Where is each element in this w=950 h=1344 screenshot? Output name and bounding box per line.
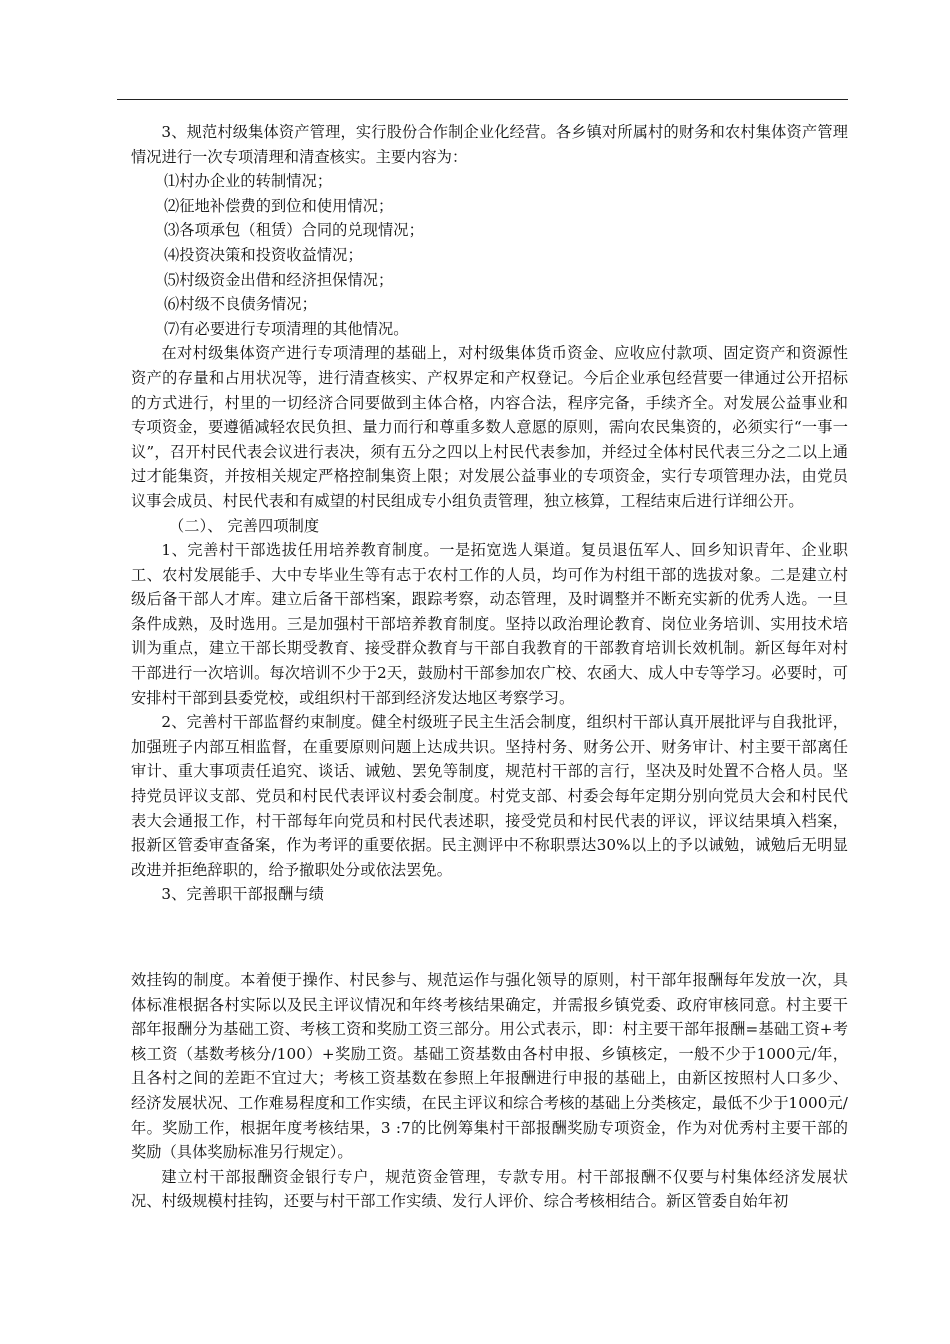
list-item: ⑷投资决策和投资收益情况； <box>164 245 363 264</box>
document-body-continued <box>131 968 848 1214</box>
section-heading: （二）、 完善四项制度 <box>169 516 320 535</box>
list-item: ⑵征地补偿费的到位和使用情况； <box>164 196 394 215</box>
cadre-pay-paragraph-continued: 效挂钩的制度。本着便于操作、村民参与、规范运作与强化领导的原则，村干部年报酬每年发放一次，具体标准根据各村实际以及民主评议情况和年终考核结果确定，并需报乡镇党委、政府审核同意。村主要干部年报酬分为基础工资、考核工资和奖励工资三部分。用公式表示，即：村主要干部年报酬=基础工资+考核工资（基数考核分/100）+奖励工资。基础工资基数由各村申报、乡镇核定，一般不少于1000元/年，且各村之间的差距不宜过大；考核工资基数在参照上年报酬进行申报的基础上，由新区按照村人口多少、经济发展状况、工作难易程度和工作实绩，在民主评议和综合考核的基础上分类核定，最低不少于1000元/年。奖励工作，根据年度考核结果，3 :7的比例筹集村干部报酬奖励专项资金，作为对优秀村主要干部的奖励（具体奖励标准另行规定）。 <box>131 971 848 1162</box>
cadre-pay-paragraph-start: 3、完善职干部报酬与绩 <box>161 885 325 904</box>
section-3-intro: 3、规范村级集体资产管理，实行股份合作制企业化经营。各乡镇对所属村的财务和农村集体资产管理情况进行一次专项清理和清查核实。主要内容为： <box>131 123 848 166</box>
cadre-selection-paragraph: 1、完善村干部选拔任用培养教育制度。一是拓宽选人渠道。复员退伍军人、回乡知识青年、企业职工、农村发展能手、大中专毕业生等有志于农村工作的人员，均可作为村组干部的选拔对象。二是建立村级后备干部人才库。建立后备干部档案，跟踪考察，动态管理，及时调整并不断充实新的优秀人选。一旦条件成熟，及时选用。三是加强村干部培养教育制度。坚持以政治理论教育、岗位业务培训、实用技术培训为重点，建立干部长期受教育、接受群众教育与干部自我教育的干部教育培训长效机制。新区每年对村干部进行一次培训。每次培训不少于2天，鼓励村干部参加农广校、农函大、成人中专等学习。必要时，可安排村干部到县委党校，或组织村干部到经济发达地区考察学习。 <box>131 541 848 707</box>
asset-cleanup-paragraph: 在对村级集体资产进行专项清理的基础上，对村级集体货币资金、应收应付款项、固定资产和资源性资产的存量和占用状况等，进行清查核实、产权界定和产权登记。今后企业承包经营要一律通过公开招标的方式进行，村里的一切经济合同要做到主体合格，内容合法，程序完备，手续齐全。对发展公益事业和专项资金，要遵循减轻农民负担、量力而行和尊重多数人意愿的原则，需向农民集资的，必须实行“一事一议”，召开村民代表会议进行表决，须有五分之四以上村民代表参加，并经过全体村民代表三分之二以上通过才能集资，并按相关规定严格控制集资上限；对发展公益事业的专项资金，实行专项管理办法，由党员议事会成员、村民代表和有威望的村民组成专小组负责管理，独立核算，工程结束后进行详细公开。 <box>131 344 848 510</box>
header-rule <box>117 99 848 100</box>
list-item: ⑺有必要进行专项清理的其他情况。 <box>164 319 409 338</box>
cadre-supervision-paragraph: 2、完善村干部监督约束制度。健全村级班子民主生活会制度，组织村干部认真开展批评与自我批评，加强班子内部互相监督，在重要原则问题上达成共识。坚持村务、财务公开、财务审计、村主要干部离任审计、重大事项责任追究、谈话、诫勉、罢免等制度，规范村干部的言行，坚决及时处置不合格人员。坚持党员评议支部、党员和村民代表评议村委会制度。村党支部、村委会每年定期分别向党员大会和村民代表大会通报工作，村干部每年向党员和村民代表述职，接受党员和村民代表的评议，评议结果填入档案，报新区管委审查备案，作为考评的重要依据。民主测评中不称职票达30%以上的予以诫勉，诫勉后无明显改进并拒绝辞职的，给予撤职处分或依法罢免。 <box>131 713 848 879</box>
list-item: ⑸村级资金出借和经济担保情况； <box>164 270 394 289</box>
list-item: ⑹村级不良债务情况； <box>164 295 317 314</box>
document-body <box>131 120 848 907</box>
list-item: ⑴村办企业的转制情况； <box>164 172 333 191</box>
list-item: ⑶各项承包（租赁）合同的兑现情况； <box>164 221 424 240</box>
pay-account-paragraph: 建立村干部报酬资金银行专户，规范资金管理，专款专用。村干部报酬不仅要与村集体经济发展状况、村级规模村挂钩，还要与村干部工作实绩、发行人评价、综合考核相结合。新区管委自始年初 <box>131 1167 848 1211</box>
